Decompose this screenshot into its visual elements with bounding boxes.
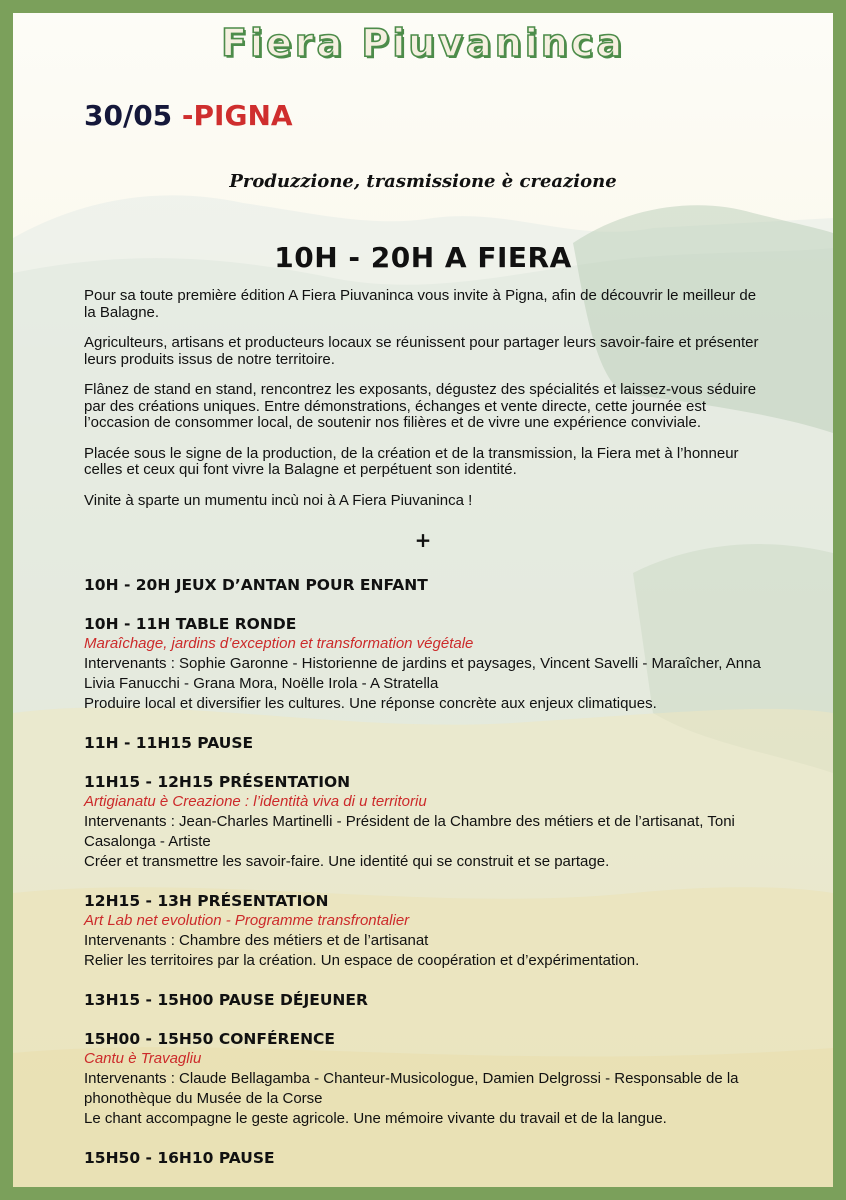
date-location	[84, 99, 293, 132]
schedule-item-description: Créer et transmettre les savoir-faire. Une identité qui se construit et se partage.	[84, 853, 610, 870]
intro-paragraph: Agriculteurs, artisans et producteurs locaux se réunissent pour partager leurs savoir-faire et présenter leurs produits issus de notre territoire.	[84, 334, 759, 368]
schedule-item	[84, 733, 784, 753]
schedule-item-speakers: Intervenants : Sophie Garonne - Historienne de jardins et paysages, Vincent Savelli - Maraîcher, Anna Livia Fanucchi - Grana Mora, Noëlle Irola - A Stratella	[84, 655, 761, 692]
event-town: PIGNA	[193, 99, 293, 132]
schedule-item-subtitle: Art Lab net evolution - Programme transfrontalier	[84, 912, 410, 929]
poster-page	[13, 13, 833, 1187]
schedule-item-description: Le chant accompagne le geste agricole. Une mémoire vivante du travail et de la langue.	[84, 1110, 667, 1127]
event-date: 30/05	[84, 99, 173, 132]
schedule-item	[84, 614, 784, 714]
schedule-item	[84, 772, 784, 872]
date-separator: -	[181, 99, 194, 132]
schedule-item	[84, 891, 784, 971]
schedule-item-title: 15H00 - 15H50 CONFÉRENCE	[84, 1030, 336, 1048]
intro-text	[84, 288, 764, 523]
schedule-item-speakers: Intervenants : Chambre des métiers et de l’artisanat	[84, 932, 429, 949]
intro-paragraph: Pour sa toute première édition A Fiera Piuvaninca vous invite à Pigna, afin de découvrir le meilleur de la Balagne.	[84, 287, 757, 321]
schedule-item-speakers: Intervenants : Claude Bellagamba - Chanteur-Musicologue, Damien Delgrossi - Responsable de la phonothèque du Musée de la Corse	[84, 1070, 739, 1107]
schedule-item-title: 11H - 11H15 PAUSE	[84, 734, 254, 752]
schedule-item-description: Produire local et diversifier les cultures. Une réponse concrète aux enjeux climatiques.	[84, 695, 657, 712]
intro-paragraph: Vinite à sparte un mumentu incù noi à A Fiera Piuvaninca !	[84, 491, 473, 509]
poster-title: Fiera Piuvaninca	[220, 21, 625, 65]
schedule-item	[84, 1029, 784, 1129]
schedule-item-title: 10H - 20H JEUX D’ANTAN POUR ENFANT	[84, 576, 428, 594]
schedule-item-speakers: Intervenants : Jean-Charles Martinelli - Président de la Chambre des métiers et de l’artisanat, Toni Casalonga - Artiste	[84, 813, 735, 850]
section-divider: +	[414, 528, 432, 552]
schedule-item-title: 11H15 - 12H15 PRÉSENTATION	[84, 773, 351, 791]
schedule-item	[84, 990, 784, 1010]
schedule-item-subtitle: Maraîchage, jardins d’exception et transformation végétale	[84, 635, 474, 652]
intro-paragraph: Placée sous le signe de la production, de la création et de la transmission, la Fiera met à l’honneur celles et ceux qui font vivre la Balagne et perpétuent son identité.	[84, 444, 739, 478]
schedule-item-title: 12H15 - 13H PRÉSENTATION	[84, 892, 329, 910]
schedule-list	[84, 575, 784, 1187]
intro-paragraph: Flânez de stand en stand, rencontrez les exposants, dégustez des spécialités et laissez-vous séduire par des créations uniques. Entre démonstrations, échanges et vente directe, cette journée est l’occasion de consommer local, de soutenir nos filières et de vivre une expérience conviviale.	[84, 381, 757, 431]
schedule-item-title: 10H - 11H TABLE RONDE	[84, 615, 297, 633]
schedule-item-subtitle: Cantu è Travagliu	[84, 1050, 202, 1067]
main-heading: 10H - 20H A FIERA	[274, 241, 572, 274]
schedule-item-title: 15H50 - 16H10 PAUSE	[84, 1149, 275, 1167]
tagline: Produzzione, trasmissione è creazione	[229, 171, 617, 192]
schedule-item	[84, 575, 784, 595]
schedule-item	[84, 1148, 784, 1168]
schedule-item-title: 13H15 - 15H00 PAUSE DÉJEUNER	[84, 991, 368, 1009]
schedule-item-description: Relier les territoires par la création. Un espace de coopération et d’expérimentation.	[84, 952, 640, 969]
schedule-item-subtitle: Artigianatu è Creazione : l’identità viva di u territoriu	[84, 793, 427, 810]
